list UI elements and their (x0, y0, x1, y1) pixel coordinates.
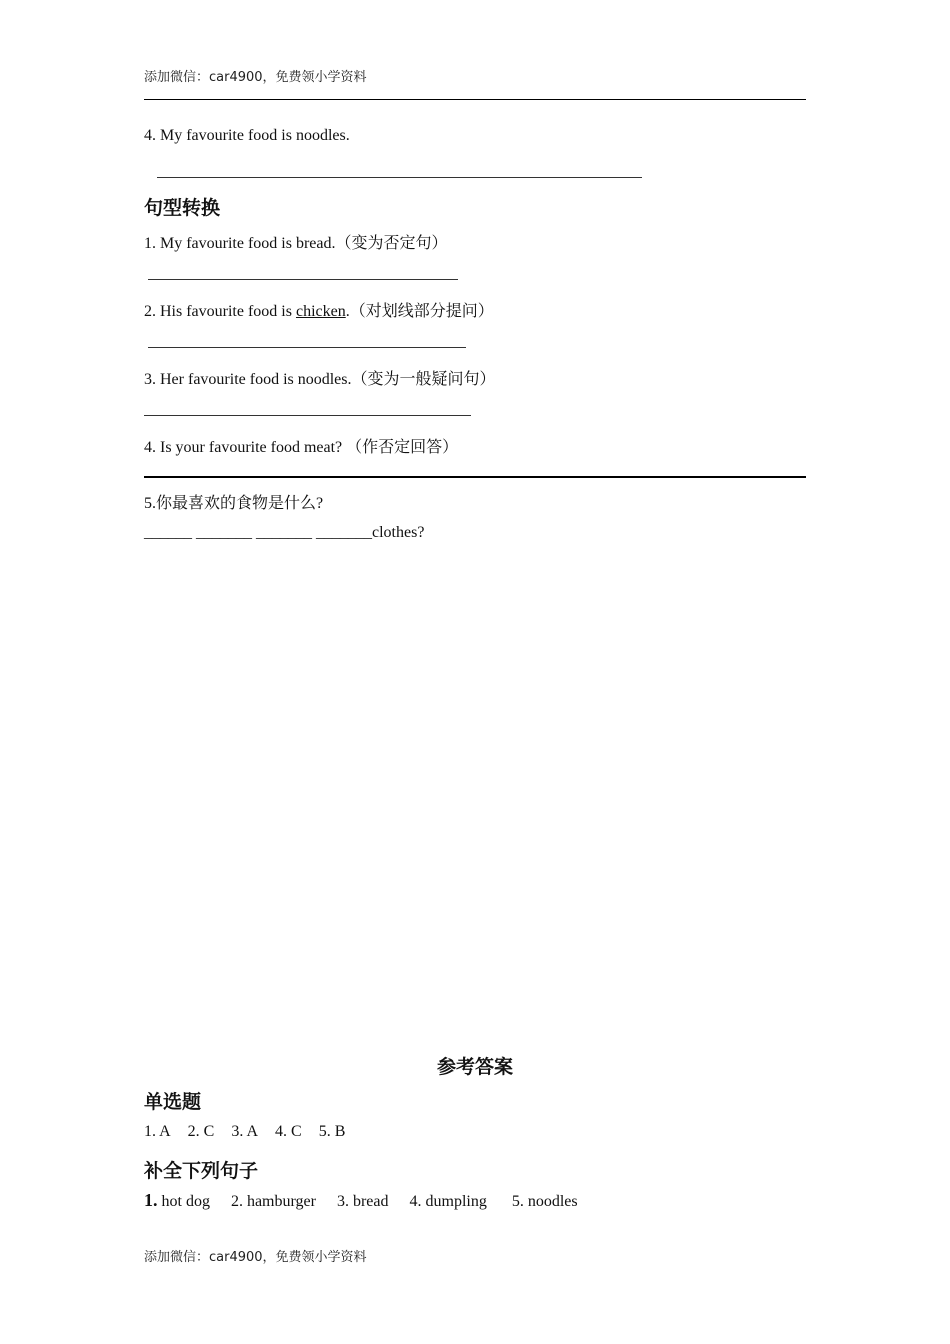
answer-item: 2. C (187, 1123, 215, 1140)
answer-item: 5. B (318, 1123, 346, 1140)
answer-line[interactable] (157, 177, 642, 178)
section-title-complete: 补全下列句子 (144, 1160, 259, 1182)
header-rule (144, 99, 806, 100)
transform-q1: 1. My favourite food is bread.（变为否定句） (144, 235, 448, 252)
footer-watermark: 添加微信：car4900，免费领小学资料 (144, 1250, 367, 1265)
section-title-single-choice: 单选题 (144, 1091, 202, 1113)
answer-item: 2. hamburger (230, 1193, 316, 1210)
header-watermark: 添加微信：car4900，免费领小学资料 (144, 70, 367, 85)
answer-line[interactable] (148, 347, 466, 348)
answer-item: 3. bread (336, 1193, 389, 1210)
answer-item: 4. C (275, 1123, 302, 1140)
transform-q2 (144, 298, 494, 321)
answers-title: 参考答案 (436, 1056, 513, 1078)
transform-q3: 3. Her favourite food is noodles.（变为一般疑问句） (144, 371, 496, 388)
single-choice-answers (144, 1123, 345, 1141)
answer-item: 4. dumpling (409, 1193, 487, 1210)
q2-text: 2. His favourite food is (144, 303, 296, 320)
transform-q4: 4. Is your favourite food meat? （作否定回答） (144, 439, 459, 456)
prev-item-4: 4. My favourite food is noodles. (144, 127, 350, 144)
answer-line-thick[interactable] (144, 476, 806, 478)
q2-instruction: .（对划线部分提问） (345, 303, 494, 320)
complete-answers (144, 1190, 578, 1211)
section-title-transform: 句型转换 (144, 197, 221, 219)
answer-line[interactable] (148, 279, 458, 280)
answer-item: 3. A (231, 1123, 259, 1140)
answer-line[interactable] (144, 415, 471, 416)
transform-q5-blanks: ______ _______ _______ _______clothes? (144, 524, 425, 541)
answer-item: 1. A (144, 1123, 171, 1140)
answer-item: hot dog (157, 1193, 210, 1210)
q2-underlined-word: chicken (295, 303, 346, 320)
transform-q5: 5.你最喜欢的食物是什么? (144, 495, 324, 512)
answer-number: 1. (144, 1190, 158, 1210)
answer-item: 5. noodles (511, 1193, 578, 1210)
